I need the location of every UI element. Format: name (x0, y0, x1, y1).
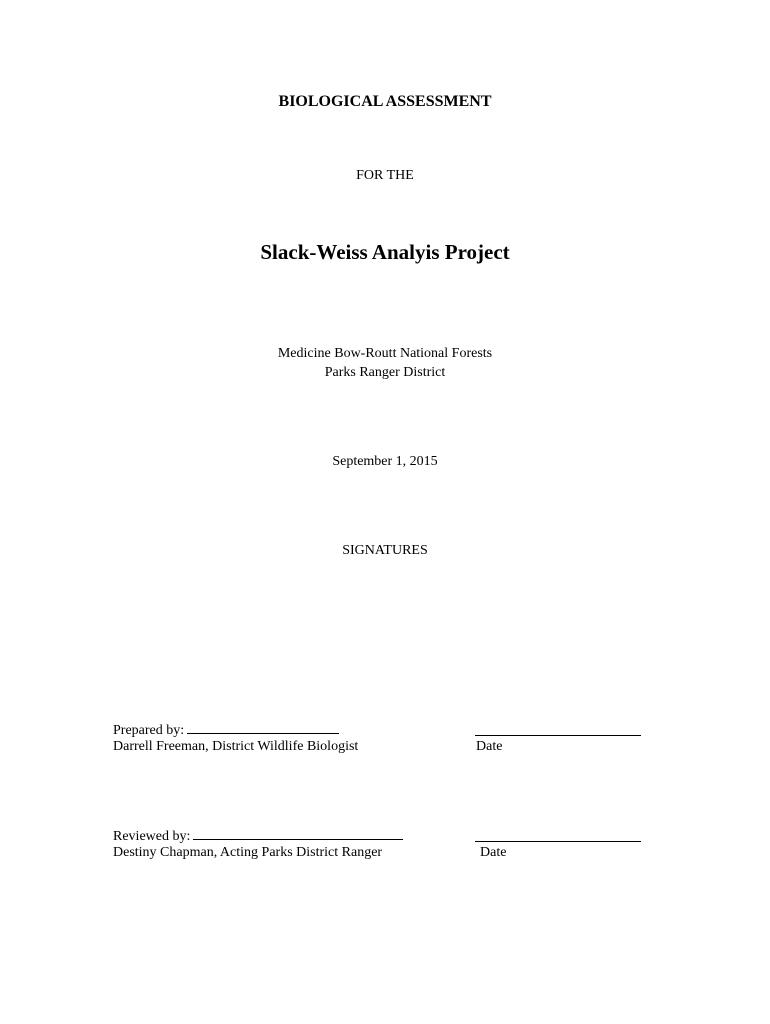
prepared-by-row (113, 721, 339, 739)
district-name: Parks Ranger District (324, 365, 446, 380)
prepared-name-title: Darrell Freeman, District Wildlife Biologist (113, 739, 359, 754)
reviewed-date-line (475, 841, 641, 842)
project-title: Slack-Weiss Analyis Project (260, 240, 510, 264)
for-the-line: FOR THE (356, 168, 414, 183)
document-heading: BIOLOGICAL ASSESSMENT (278, 93, 492, 110)
reviewed-date-label: Date (480, 845, 507, 860)
prepared-by-label: Prepared by: (113, 723, 185, 738)
prepared-date-label: Date (476, 739, 503, 754)
prepared-signature-line (187, 721, 339, 734)
signatures-heading: SIGNATURES (342, 543, 428, 558)
reviewed-by-label: Reviewed by: (113, 829, 191, 844)
document-date: September 1, 2015 (332, 454, 438, 469)
prepared-date-line (475, 735, 641, 736)
reviewed-signature-line (193, 827, 403, 840)
forest-name: Medicine Bow-Routt National Forests (277, 346, 493, 361)
reviewed-name-title: Destiny Chapman, Acting Parks District Ranger (113, 845, 383, 860)
reviewed-by-row (113, 827, 403, 845)
